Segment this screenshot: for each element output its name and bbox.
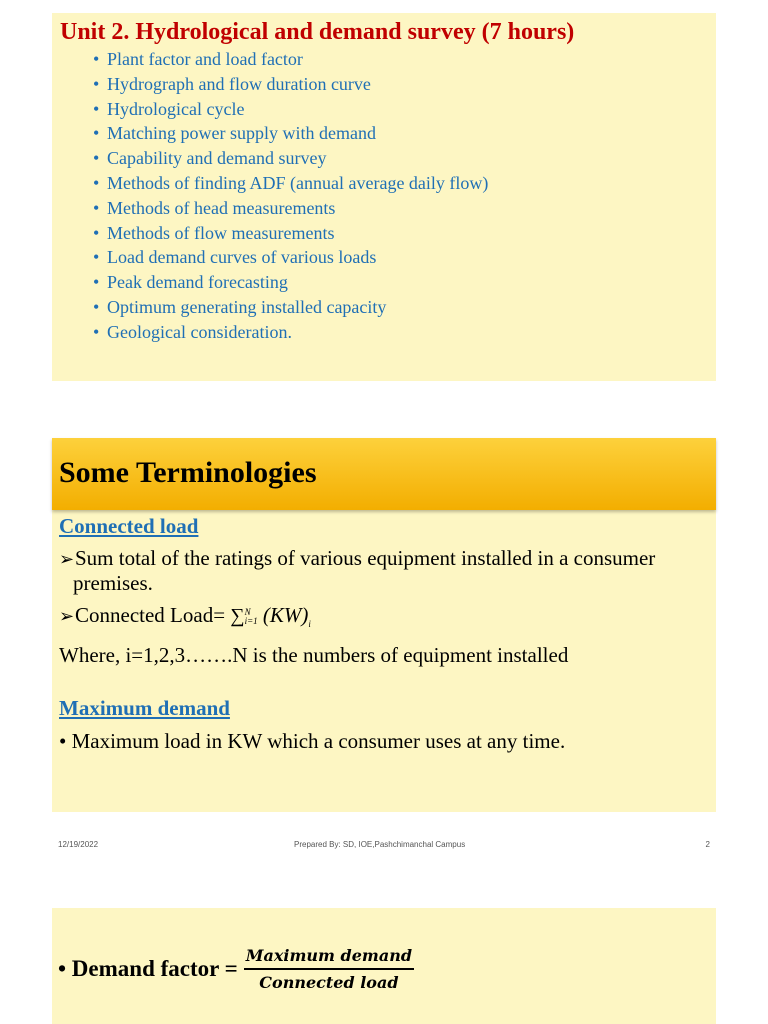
connected-load-definition-cont: premises. — [73, 571, 153, 595]
connected-load-formula: ➢Connected Load= ∑ N i=1 $(KW)_i$ — [59, 603, 311, 630]
connected-load-heading: Connected load — [59, 514, 199, 538]
footer-page-number: 2 — [705, 840, 710, 849]
topic-item: • Methods of flow measurements — [93, 222, 335, 243]
slide-terminologies — [52, 438, 716, 812]
footer-author: Prepared By: SD, IOE,Pashchimanchal Campus — [294, 840, 466, 849]
sigma-symbol: ∑ — [230, 605, 245, 627]
fraction-denominator: Connected load — [259, 973, 399, 992]
unit-title: Unit 2. Hydrological and demand survey (7 hours) — [60, 19, 575, 45]
slide-title: Some Terminologies — [59, 456, 317, 489]
topic-list — [60, 47, 708, 345]
slide-demand-factor — [52, 908, 716, 1024]
slide-header-bar — [52, 438, 716, 510]
topic-item: • Geological consideration. — [93, 321, 292, 342]
slide-body — [52, 510, 716, 753]
arrow-bullet-icon: ➢ — [59, 549, 75, 569]
topic-item: • Hydrological cycle — [93, 98, 245, 119]
demand-factor-label: • Demand factor = — [58, 956, 238, 981]
fraction-numerator: Maximum demand — [244, 946, 414, 970]
arrow-bullet-icon: ➢ — [59, 606, 75, 626]
connected-load-definition: ➢Sum total of the ratings of various equipment installed in a consumer — [59, 546, 656, 570]
footer-date: 12/19/2022 — [58, 840, 99, 849]
topic-item: • Load demand curves of various loads — [93, 247, 377, 268]
topic-item: • Optimum generating installed capacity — [93, 296, 387, 317]
maximum-demand-heading: Maximum demand — [59, 696, 230, 721]
topic-item: • Hydrograph and flow duration curve — [93, 73, 371, 94]
demand-factor-formula — [58, 946, 414, 992]
slide-unit-outline — [52, 13, 716, 381]
topic-item: • Matching power supply with demand — [93, 123, 376, 144]
where-clause: Where, i=1,2,3…….N is the numbers of equipment installed — [59, 643, 569, 668]
topic-item: • Plant factor and load factor — [93, 49, 303, 69]
slide-footer — [58, 840, 710, 854]
topic-item: • Peak demand forecasting — [93, 272, 288, 293]
topic-item: • Capability and demand survey — [93, 148, 327, 169]
topic-item: • Methods of finding ADF (annual average daily flow) — [93, 172, 489, 193]
topic-item: • Methods of head measurements — [93, 197, 336, 218]
fraction — [244, 946, 414, 992]
maximum-demand-definition: • Maximum load in KW which a consumer uses at any time. — [59, 729, 566, 754]
